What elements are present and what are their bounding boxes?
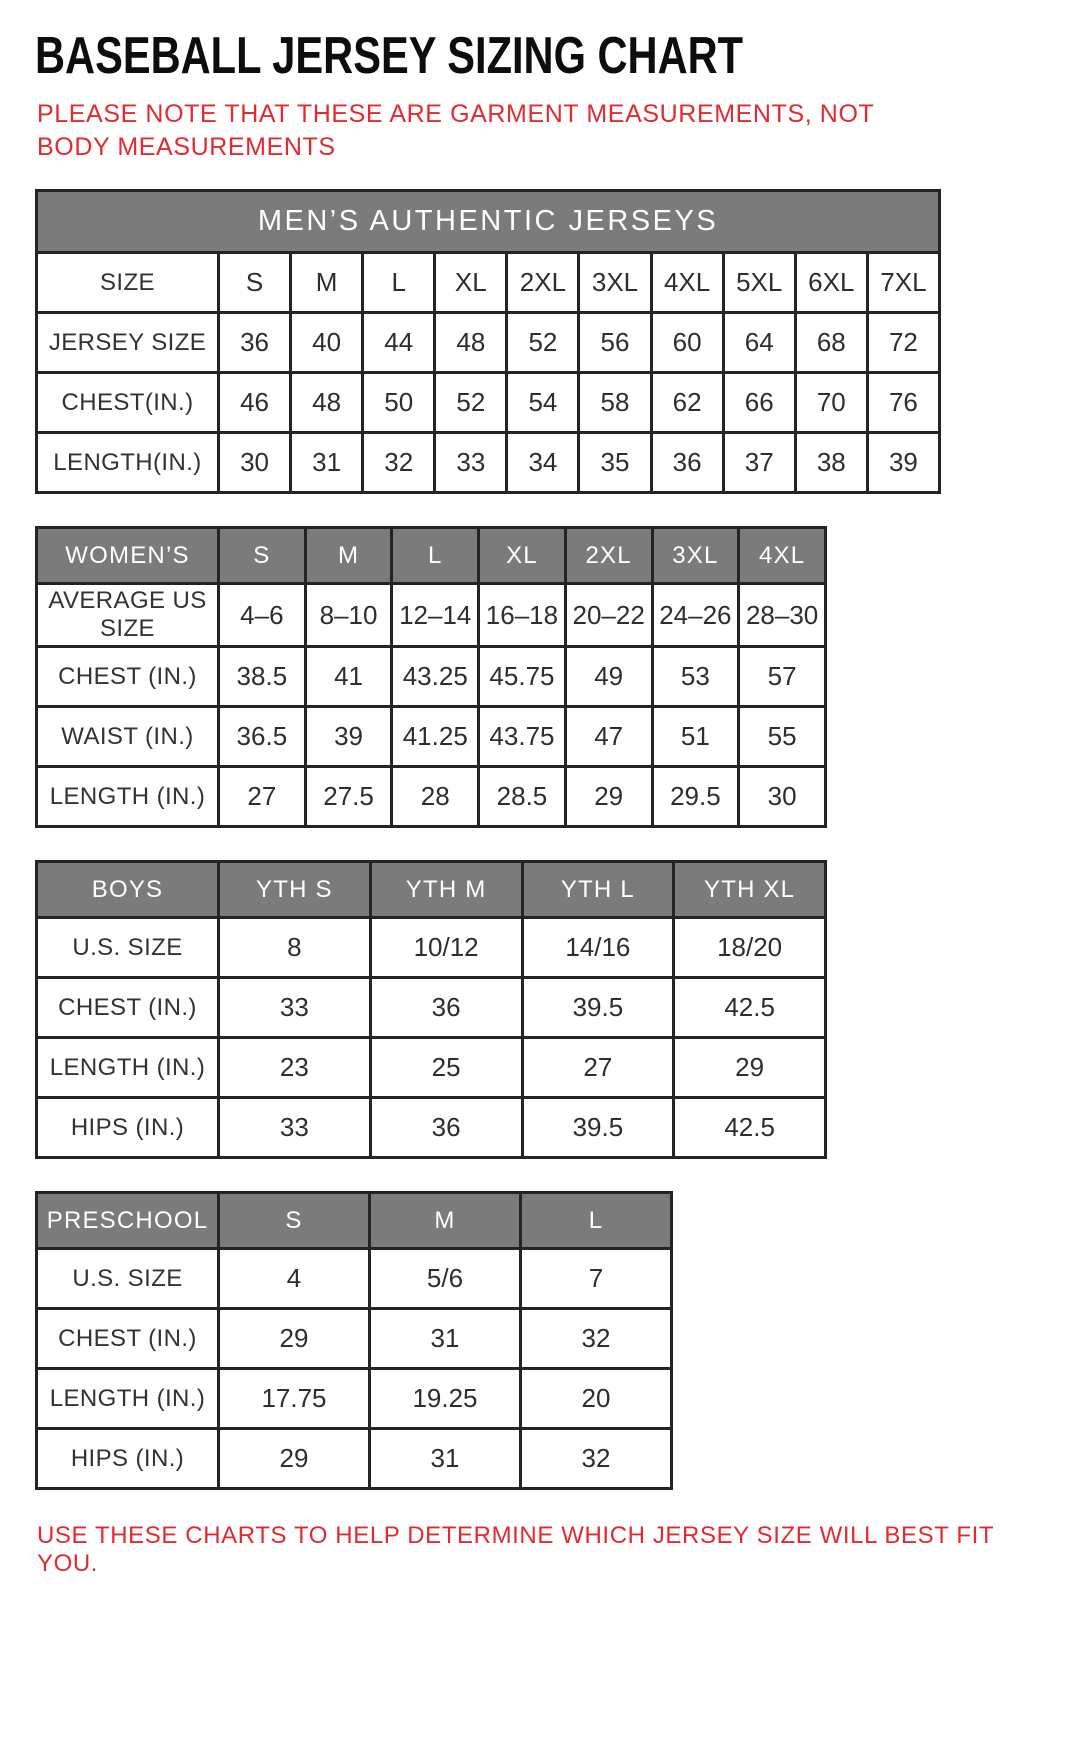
value-cell: 27	[219, 767, 306, 827]
value-cell: 30	[739, 767, 826, 827]
preschool-header-row	[37, 1193, 672, 1249]
value-cell: 56	[579, 313, 651, 373]
value-cell: 37	[723, 433, 795, 493]
row-label: CHEST (IN.)	[37, 978, 219, 1038]
value-cell: 46	[219, 373, 291, 433]
value-cell: 43.25	[392, 647, 479, 707]
value-cell: 29	[674, 1038, 826, 1098]
table-row	[37, 433, 940, 493]
value-cell: 33	[435, 433, 507, 493]
value-cell: 60	[651, 313, 723, 373]
value-cell: 36	[219, 313, 291, 373]
value-cell: 25	[370, 1038, 522, 1098]
value-cell: 41	[305, 647, 392, 707]
value-cell: 28–30	[739, 584, 826, 647]
table-row	[37, 373, 940, 433]
value-cell: 72	[867, 313, 939, 373]
value-cell: 32	[521, 1309, 672, 1369]
value-cell: 12–14	[392, 584, 479, 647]
value-cell: 32	[363, 433, 435, 493]
value-cell: 70	[795, 373, 867, 433]
row-label: LENGTH (IN.)	[37, 767, 219, 827]
table-row	[37, 1038, 826, 1098]
row-label: CHEST(IN.)	[37, 373, 219, 433]
value-cell: 31	[370, 1309, 521, 1369]
value-cell: 8–10	[305, 584, 392, 647]
row-label: CHEST (IN.)	[37, 647, 219, 707]
value-cell: 3XL	[579, 253, 651, 313]
table-row	[37, 767, 826, 827]
column-header: M	[370, 1193, 521, 1249]
row-label: SIZE	[37, 253, 219, 313]
womens-header-row	[37, 528, 826, 584]
row-label: WAIST (IN.)	[37, 707, 219, 767]
row-label: JERSEY SIZE	[37, 313, 219, 373]
mens-sizing-table	[35, 189, 941, 494]
preschool-sizing-table	[35, 1191, 673, 1490]
table-row	[37, 1429, 672, 1489]
value-cell: 52	[507, 313, 579, 373]
row-label: LENGTH (IN.)	[37, 1369, 219, 1429]
value-cell: 44	[363, 313, 435, 373]
value-cell: 17.75	[219, 1369, 370, 1429]
column-header: YTH M	[370, 862, 522, 918]
mens-table-banner: MEN’S AUTHENTIC JERSEYS	[37, 191, 940, 253]
value-cell: 41.25	[392, 707, 479, 767]
table-row	[37, 313, 940, 373]
row-label: HIPS (IN.)	[37, 1429, 219, 1489]
table-row	[37, 1098, 826, 1158]
value-cell: XL	[435, 253, 507, 313]
value-cell: 53	[652, 647, 739, 707]
value-cell: 36	[370, 1098, 522, 1158]
value-cell: 2XL	[507, 253, 579, 313]
value-cell: 23	[219, 1038, 371, 1098]
value-cell: 33	[219, 978, 371, 1038]
value-cell: S	[219, 253, 291, 313]
column-header: L	[521, 1193, 672, 1249]
value-cell: 18/20	[674, 918, 826, 978]
value-cell: 57	[739, 647, 826, 707]
column-header: YTH L	[522, 862, 674, 918]
value-cell: 36.5	[219, 707, 306, 767]
value-cell: 32	[521, 1429, 672, 1489]
row-label: CHEST (IN.)	[37, 1309, 219, 1369]
column-header: 4XL	[739, 528, 826, 584]
value-cell: 42.5	[674, 1098, 826, 1158]
table-row	[37, 1369, 672, 1429]
womens-header-label: WOMEN’S	[37, 528, 219, 584]
value-cell: M	[291, 253, 363, 313]
value-cell: 36	[651, 433, 723, 493]
column-header: 2XL	[565, 528, 652, 584]
value-cell: 38	[795, 433, 867, 493]
value-cell: 35	[579, 433, 651, 493]
value-cell: 31	[291, 433, 363, 493]
column-header: S	[219, 1193, 370, 1249]
value-cell: 68	[795, 313, 867, 373]
table-row	[37, 584, 826, 647]
value-cell: 48	[435, 313, 507, 373]
row-label: U.S. SIZE	[37, 1249, 219, 1309]
column-header: YTH S	[219, 862, 371, 918]
column-header: XL	[479, 528, 566, 584]
value-cell: 48	[291, 373, 363, 433]
value-cell: 29	[219, 1309, 370, 1369]
value-cell: 45.75	[479, 647, 566, 707]
sizing-tables	[35, 189, 1042, 1490]
value-cell: 36	[370, 978, 522, 1038]
boys-sizing-table	[35, 860, 827, 1159]
value-cell: 29	[565, 767, 652, 827]
value-cell: 39.5	[522, 1098, 674, 1158]
row-label: AVERAGE US SIZE	[37, 584, 219, 647]
value-cell: 30	[219, 433, 291, 493]
value-cell: 38.5	[219, 647, 306, 707]
table-row	[37, 978, 826, 1038]
value-cell: 62	[651, 373, 723, 433]
table-row	[37, 253, 940, 313]
value-cell: 6XL	[795, 253, 867, 313]
column-header: M	[305, 528, 392, 584]
column-header: L	[392, 528, 479, 584]
page-title: BASEBALL JERSEY SIZING CHART	[35, 27, 744, 85]
value-cell: 19.25	[370, 1369, 521, 1429]
value-cell: 54	[507, 373, 579, 433]
value-cell: 58	[579, 373, 651, 433]
value-cell: 43.75	[479, 707, 566, 767]
value-cell: 29.5	[652, 767, 739, 827]
value-cell: 40	[291, 313, 363, 373]
row-label: LENGTH(IN.)	[37, 433, 219, 493]
value-cell: 39.5	[522, 978, 674, 1038]
row-label: HIPS (IN.)	[37, 1098, 219, 1158]
value-cell: 39	[305, 707, 392, 767]
preschool-header-label: PRESCHOOL	[37, 1193, 219, 1249]
value-cell: 7	[521, 1249, 672, 1309]
boys-header-label: BOYS	[37, 862, 219, 918]
boys-header-row	[37, 862, 826, 918]
value-cell: 33	[219, 1098, 371, 1158]
value-cell: 42.5	[674, 978, 826, 1038]
table-row	[37, 647, 826, 707]
table-row	[37, 1249, 672, 1309]
value-cell: 50	[363, 373, 435, 433]
fit-advice-note: USE THESE CHARTS TO HELP DETERMINE WHICH JERSEY SIZE WILL BEST FIT YOU.	[37, 1522, 994, 1577]
column-header: 3XL	[652, 528, 739, 584]
value-cell: 66	[723, 373, 795, 433]
value-cell: 5XL	[723, 253, 795, 313]
row-label: LENGTH (IN.)	[37, 1038, 219, 1098]
value-cell: 39	[867, 433, 939, 493]
value-cell: 51	[652, 707, 739, 767]
value-cell: 14/16	[522, 918, 674, 978]
value-cell: 55	[739, 707, 826, 767]
value-cell: 8	[219, 918, 371, 978]
row-label: U.S. SIZE	[37, 918, 219, 978]
value-cell: 27	[522, 1038, 674, 1098]
mens-banner-row	[37, 191, 940, 253]
value-cell: 10/12	[370, 918, 522, 978]
womens-sizing-table	[35, 526, 827, 828]
value-cell: 34	[507, 433, 579, 493]
value-cell: 49	[565, 647, 652, 707]
table-row	[37, 1309, 672, 1369]
value-cell: 4–6	[219, 584, 306, 647]
value-cell: L	[363, 253, 435, 313]
value-cell: 16–18	[479, 584, 566, 647]
value-cell: 76	[867, 373, 939, 433]
value-cell: 28	[392, 767, 479, 827]
column-header: YTH XL	[674, 862, 826, 918]
column-header: S	[219, 528, 306, 584]
value-cell: 24–26	[652, 584, 739, 647]
value-cell: 47	[565, 707, 652, 767]
value-cell: 52	[435, 373, 507, 433]
value-cell: 27.5	[305, 767, 392, 827]
table-row	[37, 707, 826, 767]
garment-measurement-note: PLEASE NOTE THAT THESE ARE GARMENT MEASUREMENTS, NOT BODY MEASUREMENTS	[37, 100, 874, 161]
value-cell: 29	[219, 1429, 370, 1489]
value-cell: 20	[521, 1369, 672, 1429]
value-cell: 28.5	[479, 767, 566, 827]
value-cell: 4XL	[651, 253, 723, 313]
value-cell: 20–22	[565, 584, 652, 647]
value-cell: 7XL	[867, 253, 939, 313]
value-cell: 31	[370, 1429, 521, 1489]
value-cell: 64	[723, 313, 795, 373]
table-row	[37, 918, 826, 978]
value-cell: 5/6	[370, 1249, 521, 1309]
value-cell: 4	[219, 1249, 370, 1309]
